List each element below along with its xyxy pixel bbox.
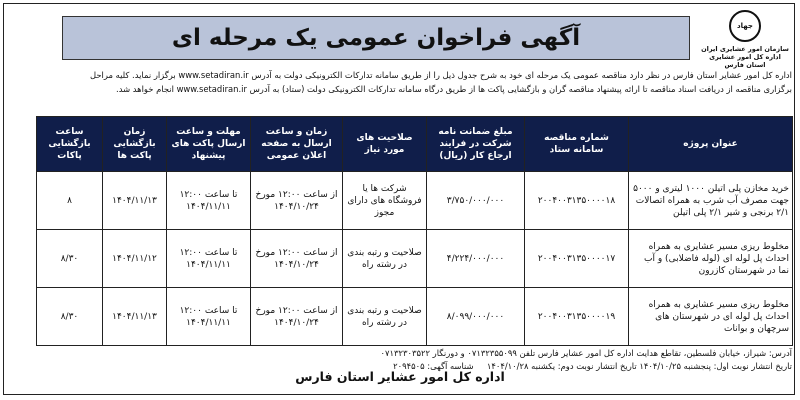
qualification-cell: شرکت ها یا فروشگاه های دارای مجوز xyxy=(343,172,427,230)
project-title-cell: مخلوط ریزی مسیر عشایری به همراه احداث پل لوله ای در شهرستان های سرچهان و بوانات xyxy=(629,288,793,346)
notice-title-banner xyxy=(62,16,690,60)
intro-line-2: برگزاری مناقصه از دریافت اسناد مناقصه تا ارائه پیشنهاد مناقصه گران و بازگشایی پاکت ها از طریق درگاه سامانه تدارکات الکترونیکی دولت (ستاد) به آدرس www.setadiran.ir انجام خواهد شد. xyxy=(116,84,792,94)
header-cell: صلاحیت های مورد نیاز xyxy=(343,117,427,172)
notice-title: آگهی فراخوان عمومی یک مرحله ای xyxy=(171,25,581,51)
opening-date-cell: ۱۴۰۴/۱۱/۱۲ xyxy=(103,230,167,288)
publish-dates: تاریخ انتشار نوبت اول: پنجشنبه ۱۴۰۴/۱۰/۲۵ تاریخ انتشار نوبت دوم: یکشنبه ۱۴۰۴/۱۰/۲۸ xyxy=(486,361,792,371)
header-cell: عنوان پروژه xyxy=(629,117,793,172)
table-row xyxy=(37,230,793,288)
header-cell: زمان بازگشایی پاکت ها xyxy=(103,117,167,172)
opening-hour-cell: ۸/۳۰ xyxy=(37,288,103,346)
footer-address: آدرس: شیراز، خیابان فلسطین، تقاطع هدایت اداره کل امور عشایر فارس تلفن ۰۷۱۳۲۳۵۵۰۹۹ و دورنگار ۰۷۱۳۲۳۰۳۵۲۲ xyxy=(380,348,792,358)
opening-hour-cell: ۸/۳۰ xyxy=(37,230,103,288)
org-logo xyxy=(700,8,790,68)
publish-time-cell: از ساعت ۱۲:۰۰ مورخ ۱۴۰۴/۱۰/۲۴ xyxy=(251,230,343,288)
deadline-cell: تا ساعت ۱۲:۰۰ ۱۴۰۴/۱۱/۱۱ xyxy=(167,172,251,230)
tender-number-cell: ۲۰۰۴۰۰۳۱۳۵۰۰۰۰۱۸ xyxy=(525,172,629,230)
opening-date-cell: ۱۴۰۴/۱۱/۱۳ xyxy=(103,288,167,346)
publish-time-cell: از ساعت ۱۲:۰۰ مورخ ۱۴۰۴/۱۰/۲۴ xyxy=(251,288,343,346)
qualification-cell: صلاحیت و رتبه بندی در رشته راه xyxy=(343,230,427,288)
header-cell: ساعت بازگشایی پاکات xyxy=(37,117,103,172)
logo-org-name: سازمان امور عشایری ایران اداره کل امور عشایری استان فارس xyxy=(701,45,789,69)
guarantee-cell: ۴/۲۲۴/۰۰۰/۰۰۰ xyxy=(427,230,525,288)
intro-text xyxy=(8,68,792,96)
deadline-cell: تا ساعت ۱۲:۰۰ ۱۴۰۴/۱۱/۱۱ xyxy=(167,288,251,346)
header-cell: شماره مناقصه سامانه ستاد xyxy=(525,117,629,172)
deadline-cell: تا ساعت ۱۲:۰۰ ۱۴۰۴/۱۱/۱۱ xyxy=(167,230,251,288)
qualification-cell: صلاحیت و رتبه بندی در رشته راه xyxy=(343,288,427,346)
table-row xyxy=(37,172,793,230)
tender-number-cell: ۲۰۰۴۰۰۳۱۳۵۰۰۰۰۱۷ xyxy=(525,230,629,288)
publish-time-cell: از ساعت ۱۲:۰۰ مورخ ۱۴۰۴/۱۰/۲۴ xyxy=(251,172,343,230)
table-row xyxy=(37,288,793,346)
header-cell: مهلت و ساعت ارسال پاکت های پیشنهاد xyxy=(167,117,251,172)
header-cell: مبلغ ضمانت نامه شرکت در فرایند ارجاع کار (ریال) xyxy=(427,117,525,172)
table-header-row xyxy=(37,117,793,172)
guarantee-cell: ۸/۰۹۹/۰۰۰/۰۰۰ xyxy=(427,288,525,346)
tender-number-cell: ۲۰۰۴۰۰۳۱۳۵۰۰۰۰۱۹ xyxy=(525,288,629,346)
guarantee-cell: ۳/۷۵۰/۰۰۰/۰۰۰ xyxy=(427,172,525,230)
opening-hour-cell: ۸ xyxy=(37,172,103,230)
intro-line-1: اداره کل امور عشایر استان فارس در نظر دارد مناقصه عمومی یک مرحله ای خود به شرح جدول ذیل را از طریق سامانه تدارکات الکترونیکی دولت به آدرس www.setadiran.ir برگزار نماید. کلیه مراحل xyxy=(89,70,792,80)
footer-org-name: اداره کل امور عشایر استان فارس xyxy=(295,369,505,384)
emblem-icon: جهاد xyxy=(729,10,761,42)
tender-table xyxy=(36,116,793,346)
project-title-cell: مخلوط ریزی مسیر عشایری به همراه احداث پل لوله ای (لوله فاضلابی) و آب نما در شهرستان کازرون xyxy=(629,230,793,288)
opening-date-cell: ۱۴۰۴/۱۱/۱۳ xyxy=(103,172,167,230)
ad-id: شناسه آگهی: ۲۰۹۴۵۰۵ xyxy=(393,361,474,371)
project-title-cell: خرید مخازن پلی اتیلن ۱۰۰۰ لیتری و ۵۰۰۰ جهت مصرف آب شرب به همراه اتصالات ۲/۱ برنجی و شیر ۲/۱ پلی اتیلن xyxy=(629,172,793,230)
header-cell: زمان و ساعت ارسال به صفحه اعلان عمومی xyxy=(251,117,343,172)
